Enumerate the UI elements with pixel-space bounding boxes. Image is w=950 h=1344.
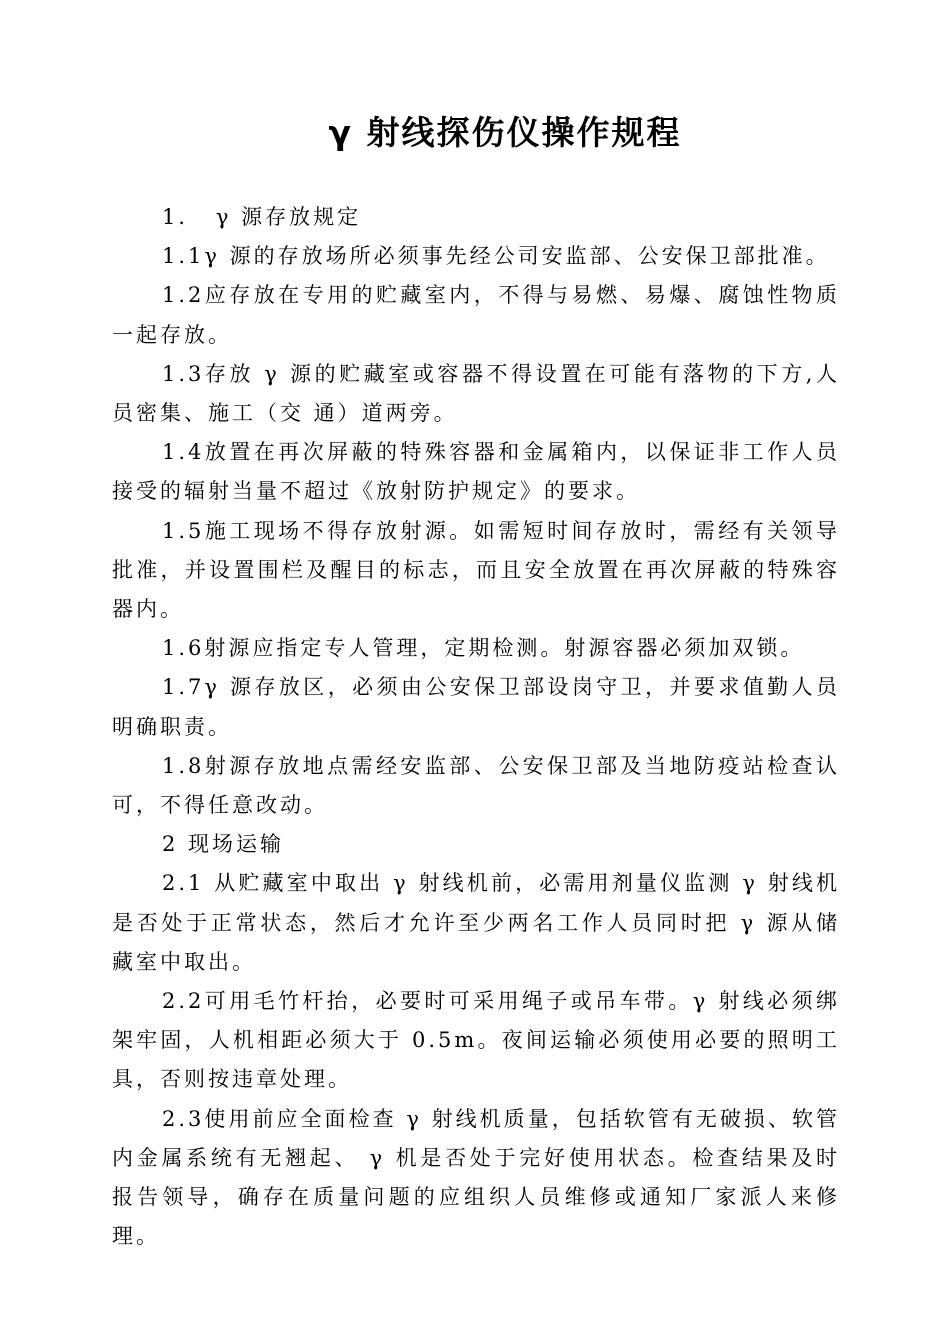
section-heading-1: 1． γ 源存放规定 [162,205,362,229]
paragraph-1-7: 1.7γ 源存放区，必须由公安保卫部设岗守卫，并要求值勤人员明确职责。 [112,675,840,739]
paragraph-2-1: 2.1 从贮藏室中取出 γ 射线机前，必需用剂量仪监测 γ 射线机是否处于正常状态，然后才允许至少两名工作人员同时把 γ 源从储藏室中取出。 [112,871,840,974]
paragraph-1-5: 1.5施工现场不得存放射源。如需短时间存放时，需经有关领导批准，并设置围栏及醒目的标志，而且安全放置在再次屏蔽的特殊容器内。 [112,518,840,622]
paragraph-1-1: 1.1γ 源的存放场所必须事先经公司安监部、公安保卫部批准。 [162,244,830,269]
section-heading-2: 2 现场运输 [162,832,285,857]
document-title: γ 射线探伤仪操作规程 [328,113,682,152]
paragraph-1-3: 1.3存放 γ 源的贮藏室或容器不得设置在可能有落物的下方,人员密集、施工（交 通）道两旁。 [112,361,840,426]
paragraph-1-2: 1.2应存放在专用的贮藏室内，不得与易燃、易爆、腐蚀性物质一起存放。 [112,283,840,347]
paragraph-1-8: 1.8射源存放地点需经安监部、公安保卫部及当地防疫站检查认可，不得任意改动。 [112,753,840,818]
paragraph-1-4: 1.4放置在再次屏蔽的特殊容器和金属箱内，以保证非工作人员接受的辐射当量不超过《放射防护规定》的要求。 [112,440,840,504]
paragraph-1-6: 1.6射源应指定专人管理，定期检测。射源容器必须加双锁。 [162,636,805,661]
paragraph-2-3: 2.3使用前应全面检查 γ 射线机质量，包括软管有无破损、软管内金属系统有无翘起、 γ 机是否处于完好使用状态。检查结果及时报告领导，确存在质量问题的应组织人员维修或通知厂家派人来修理。 [112,1106,840,1249]
document-body [112,198,840,1256]
paragraph-2-2: 2.2可用毛竹杆抬，必要时可采用绳子或吊车带。γ 射线必须绑架牢固，人机相距必须大于 0.5m。夜间运输必须使用必要的照明工具，否则按违章处理。 [112,989,840,1092]
